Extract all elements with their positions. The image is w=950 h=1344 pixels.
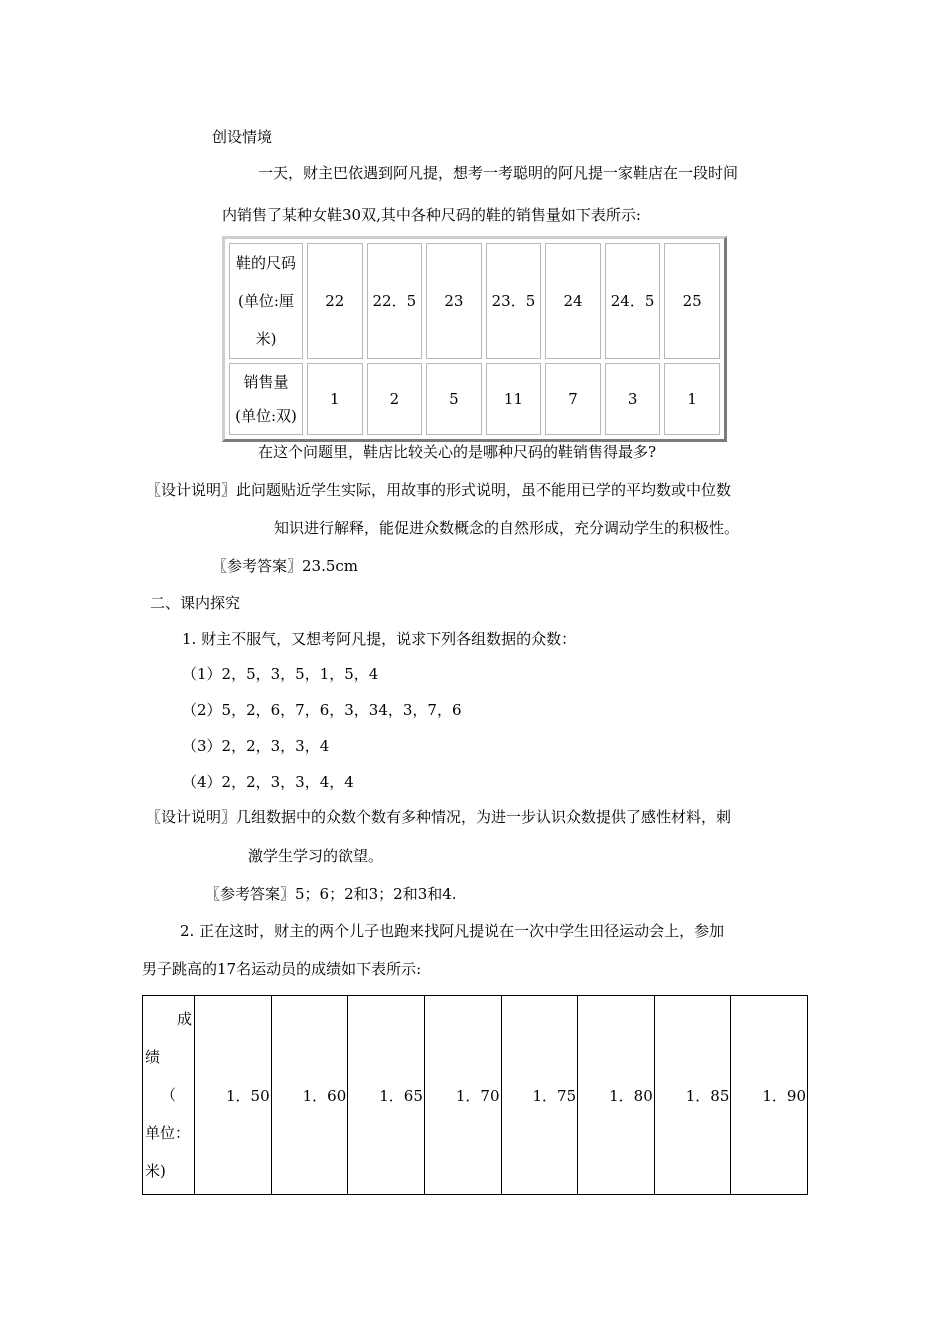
q1-item: （1）2，5，3，5，1，5，4 <box>182 665 379 683</box>
table-cell: 3 <box>605 363 661 435</box>
table-cell: 22．5 <box>367 243 423 359</box>
table-cell: 25 <box>664 243 720 359</box>
table-row <box>229 363 720 435</box>
table-cell: 23 <box>426 243 482 359</box>
design-note2-line1: 〖设计说明〗几组数据中的众数个数有多种情况，为进一步认识众数提供了感性材料，刺 <box>146 808 732 826</box>
section-title: 创设情境 <box>212 128 273 146</box>
table-cell: 24．5 <box>605 243 661 359</box>
intro-text-line1: 一天，财主巴依遇到阿凡提，想考一考聪明的阿凡提一家鞋店在一段时间 <box>258 164 739 182</box>
header-line: 米) <box>255 330 277 348</box>
shoe-sales-table <box>222 236 727 442</box>
q1-item: （2）5，2，6，7，6，3，34，3，7，6 <box>182 701 462 719</box>
header-line: 单位： <box>145 1124 191 1142</box>
header-line: 鞋的尺码 <box>235 254 296 272</box>
table-cell: 1．75 <box>501 996 578 1195</box>
table-cell: 7 <box>545 363 601 435</box>
design-note1-line2: 知识进行解释，能促进众数概念的自然形成，充分调动学生的积极性。 <box>274 519 740 537</box>
table-cell: 1．90 <box>731 996 808 1195</box>
design-note1-line1: 〖设计说明〗此问题贴近学生实际，用故事的形式说明，虽不能用已学的平均数或中位数 <box>146 481 732 499</box>
header-line: 绩 <box>145 1048 161 1066</box>
question-text: 在这个问题里，鞋店比较关心的是哪种尺码的鞋销售得最多? <box>258 443 657 461</box>
part2-title: 二、课内探究 <box>150 594 241 612</box>
table-cell: 5 <box>426 363 482 435</box>
table-cell: 24 <box>545 243 601 359</box>
reference-answer1: 〖参考答案〗23.5cm <box>212 557 359 575</box>
table-cell: 23．5 <box>486 243 542 359</box>
question2-line1: 2. 正在这时，财主的两个儿子也跑来找阿凡提说在一次中学生田径运动会上，参加 <box>180 922 725 940</box>
reference-answer2: 〖参考答案〗5；6；2和3；2和3和4. <box>205 885 457 903</box>
q1-item: （3）2，2，3，3，4 <box>182 737 330 755</box>
table-cell: 1．80 <box>578 996 655 1195</box>
header-line: （ <box>160 1086 176 1104</box>
table-cell: 1．50 <box>195 996 272 1195</box>
question2-line2: 男子跳高的17名运动员的成绩如下表所示: <box>142 960 422 978</box>
table-cell: 1．65 <box>348 996 425 1195</box>
header-line: 米) <box>145 1162 166 1180</box>
table-cell: 1．60 <box>271 996 348 1195</box>
table-cell: 2 <box>367 363 423 435</box>
table-row <box>229 243 720 359</box>
high-jump-table <box>142 995 808 1195</box>
table-cell: 1 <box>307 363 363 435</box>
q1-item: （4）2，2，3，3，4，4 <box>182 773 354 791</box>
header-line: 销售量 <box>243 373 289 391</box>
intro-text-line2: 内销售了某种女鞋30双,其中各种尺码的鞋的销售量如下表所示: <box>222 206 641 224</box>
table-header-cell <box>229 363 303 435</box>
design-note2-line2: 激学生学习的欲望。 <box>248 847 384 865</box>
table-header-cell <box>229 243 303 359</box>
table-row <box>143 996 808 1195</box>
table-header-cell <box>143 996 195 1195</box>
table-cell: 1．85 <box>654 996 731 1195</box>
table-cell: 1 <box>664 363 720 435</box>
header-line: (单位:双) <box>235 407 297 425</box>
question1-text: 1. 财主不服气，又想考阿凡提，说求下列各组数据的众数： <box>182 630 577 648</box>
table-cell: 11 <box>486 363 542 435</box>
table-cell: 22 <box>307 243 363 359</box>
header-line: 成 <box>176 1010 192 1028</box>
table-cell: 1．70 <box>424 996 501 1195</box>
header-line: (单位:厘 <box>238 292 294 310</box>
